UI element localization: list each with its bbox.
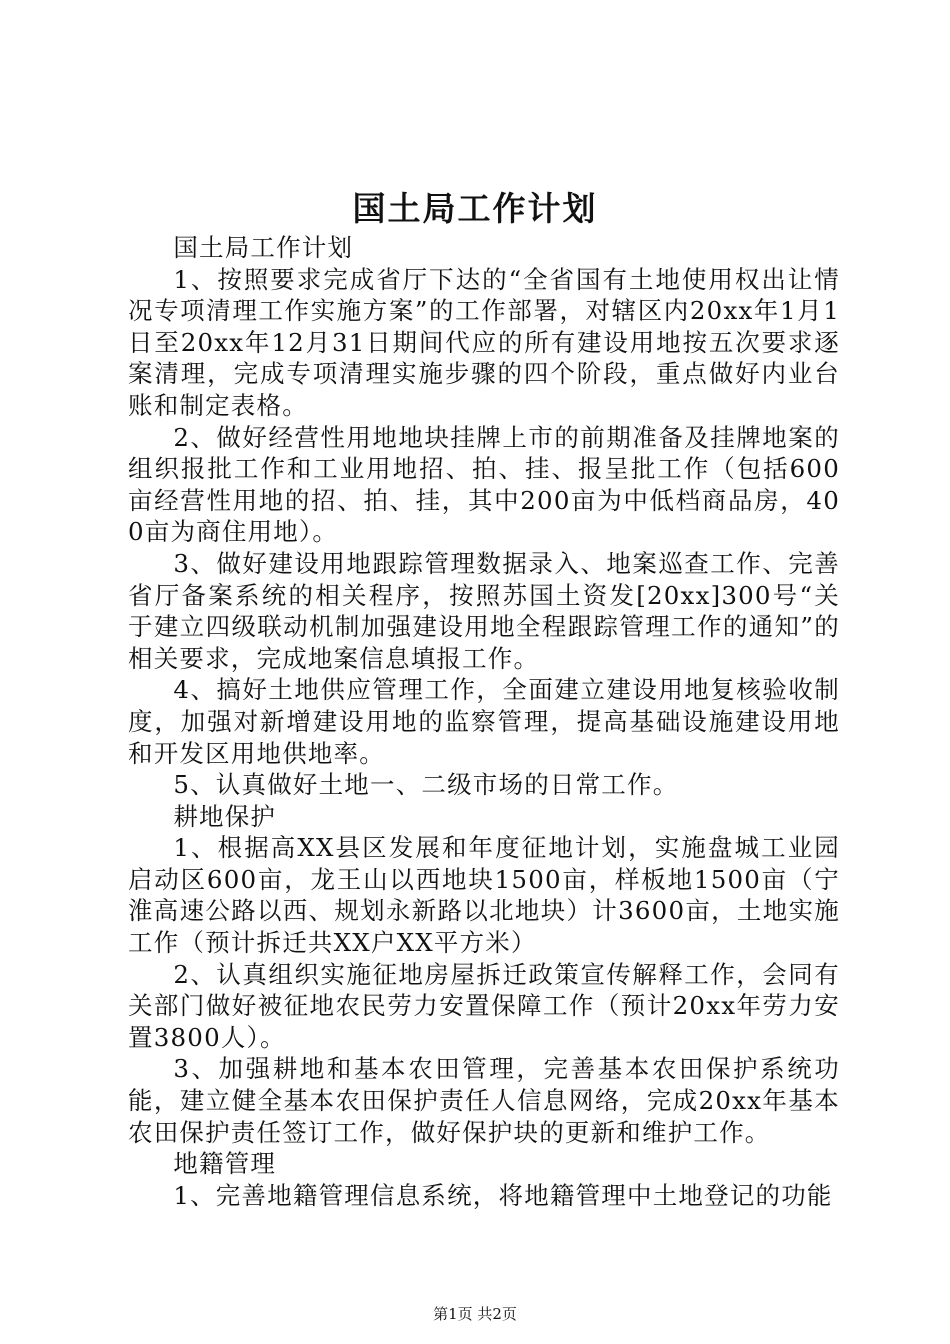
paragraph: 2、做好经营性用地地块挂牌上市的前期准备及挂牌地案的组织报批工作和工业用地招、拍、挂、报呈批工作（包括600亩经营性用地的招、拍、挂，其中200亩为中低档商品房，400亩为商住用地）。 xyxy=(128,422,840,547)
paragraph: 3、做好建设用地跟踪管理数据录入、地案巡查工作、完善省厅备案系统的相关程序，按照苏国土资发[20xx]300号“关于建立四级联动机制加强建设用地全程跟踪管理工作的通知”的相关要求，完成地案信息填报工作。 xyxy=(128,548,840,673)
section-heading-cadastral: 地籍管理 xyxy=(173,1149,277,1179)
paragraph: 1、完善地籍管理信息系统，将地籍管理中土地登记的功能 xyxy=(173,1180,833,1210)
paragraph: 3、加强耕地和基本农田管理，完善基本农田保护系统功能，建立健全基本农田保护责任人信息网络，完成20xx年基本农田保护责任签订工作，做好保护块的更新和维护工作。 xyxy=(128,1054,840,1147)
paragraph-heading: 国土局工作计划 xyxy=(173,233,354,262)
paragraph: 2、认真组织实施征地房屋拆迁政策宣传解释工作，会同有关部门做好被征地农民劳力安置保障工作（预计20xx年劳力安置3800人）。 xyxy=(128,959,840,1052)
paragraph: 1、根据高XX县区发展和年度征地计划，实施盘城工业园启动区600亩，龙王山以西地块1500亩，样板地1500亩（宁淮高速公路以西、规划永新路以北地块）计3600亩，土地实施工作（预计拆迁共XX户XX平方米） xyxy=(128,833,840,958)
document-body xyxy=(128,232,840,1211)
section-heading-farmland: 耕地保护 xyxy=(173,801,277,831)
page-number-footer: 第1页 共2页 xyxy=(433,1305,517,1323)
document-title: 国土局工作计划 xyxy=(352,189,598,228)
paragraph: 1、按照要求完成省厅下达的“全省国有土地使用权出让情况专项清理工作实施方案”的工作部署，对辖区内20xx年1月1日至20xx年12月31日期间代应的所有建设用地按五次要求逐案清理，完成专项清理实施步骤的四个阶段，重点做好内业台账和制定表格。 xyxy=(128,264,840,420)
paragraph: 4、搞好土地供应管理工作，全面建立建设用地复核验收制度，加强对新增建设用地的监察管理，提高基础设施建设用地和开发区用地供地率。 xyxy=(128,675,840,768)
paragraph: 5、认真做好土地一、二级市场的日常工作。 xyxy=(173,770,679,800)
